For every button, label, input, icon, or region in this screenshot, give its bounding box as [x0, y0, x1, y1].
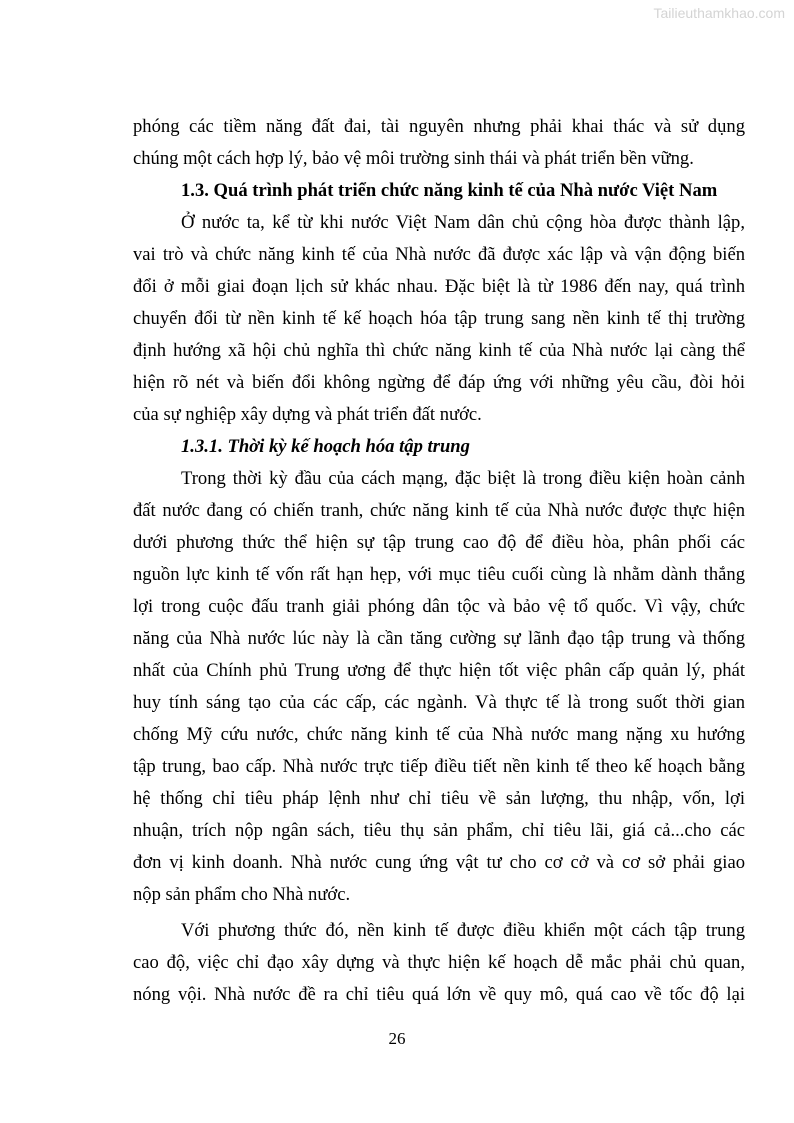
text-line: của sự nghiệp xây dựng và phát triển đất nước. [133, 404, 482, 425]
paragraph [133, 463, 745, 911]
text-line: hiện rõ nét và biến đổi không ngừng để đáp ứng với những yêu cầu, đòi hỏi [133, 372, 745, 393]
text-line: nhuận, trích nộp ngân sách, tiêu thụ sản phẩm, chỉ tiêu lãi, giá cả...cho các [133, 820, 745, 841]
text-line: lợi trong cuộc đấu tranh giải phóng dân tộc và bảo vệ tổ quốc. Vì vậy, chức [133, 596, 745, 617]
text-line: nộp sản phẩm cho Nhà nước. [133, 884, 351, 905]
text-line: 1.3. Quá trình phát triển chức năng kinh tế của Nhà nước Việt Nam [181, 180, 718, 201]
text-line: năng của Nhà nước lúc này là cần tăng cường sự lãnh đạo tập trung và thống [133, 628, 745, 649]
text-line: đất nước đang có chiến tranh, chức năng kinh tế của Nhà nước được thực hiện [133, 500, 745, 521]
text-line: nhất của Chính phủ Trung ương để thực hiện tốt việc phân cấp quản lý, phát [133, 660, 745, 681]
text-line: dưới phương thức thể hiện sự tập trung cao độ để điều hòa, phân phối các [133, 532, 745, 553]
text-line: nóng vội. Nhà nước đề ra chỉ tiêu quá lớn về quy mô, quá cao về tốc độ lại [133, 984, 745, 1005]
document-body [133, 111, 745, 1011]
text-line: đổi ở mỗi giai đoạn lịch sử khác nhau. Đặc biệt là từ 1986 đến nay, quá trình [133, 276, 745, 297]
text-line: cao độ, việc chỉ đạo xây dựng và thực hiện kế hoạch dễ mắc phải chủ quan, [133, 952, 745, 973]
paragraph [133, 111, 745, 175]
page-number: 26 [388, 1029, 406, 1048]
text-line: đơn vị kinh doanh. Nhà nước cung ứng vật tư cho cơ cở và cơ sở phải giao [133, 852, 745, 873]
text-line: chuyển đổi từ nền kinh tế kế hoạch hóa tập trung sang nền kinh tế thị trường [133, 308, 745, 329]
paragraph [133, 915, 745, 1011]
text-line: chống Mỹ cứu nước, chức năng kinh tế của Nhà nước mang nặng xu hướng [133, 724, 745, 745]
text-line: hệ thống chỉ tiêu pháp lệnh như chỉ tiêu về sản lượng, thu nhập, vốn, lợi [133, 788, 745, 809]
text-line: nguồn lực kinh tế vốn rất hạn hẹp, với mục tiêu cuối cùng là nhằm dành thắng [133, 564, 745, 585]
text-line: huy tính sáng tạo của các cấp, các ngành. Và thực tế là trong suốt thời gian [133, 692, 745, 713]
text-line: Với phương thức đó, nền kinh tế được điều khiển một cách tập trung [181, 920, 745, 941]
watermark: Tailieuthamkhao.com [653, 5, 785, 21]
text-line: Trong thời kỳ đầu của cách mạng, đặc biệt là trong điều kiện hoàn cảnh [181, 468, 745, 489]
text-line: vai trò và chức năng kinh tế của Nhà nước đã được xác lập và vận động biến [133, 244, 745, 265]
text-line: Ở nước ta, kể từ khi nước Việt Nam dân chủ cộng hòa được thành lập, [181, 212, 745, 233]
paragraph [133, 207, 745, 431]
text-line: phóng các tiềm năng đất đai, tài nguyên nhưng phải khai thác và sử dụng [133, 116, 745, 137]
section-heading [133, 175, 745, 207]
text-line: 1.3.1. Thời kỳ kế hoạch hóa tập trung [181, 436, 470, 457]
text-line: chúng một cách hợp lý, bảo vệ môi trường sinh thái và phát triển bền vững. [133, 148, 694, 169]
text-line: định hướng xã hội chủ nghĩa thì chức năng kinh tế của Nhà nước lại càng thể [133, 340, 745, 361]
text-line: tập trung, bao cấp. Nhà nước trực tiếp điều tiết nền kinh tế theo kế hoạch bằng [133, 756, 745, 777]
subsection-heading [133, 431, 745, 463]
